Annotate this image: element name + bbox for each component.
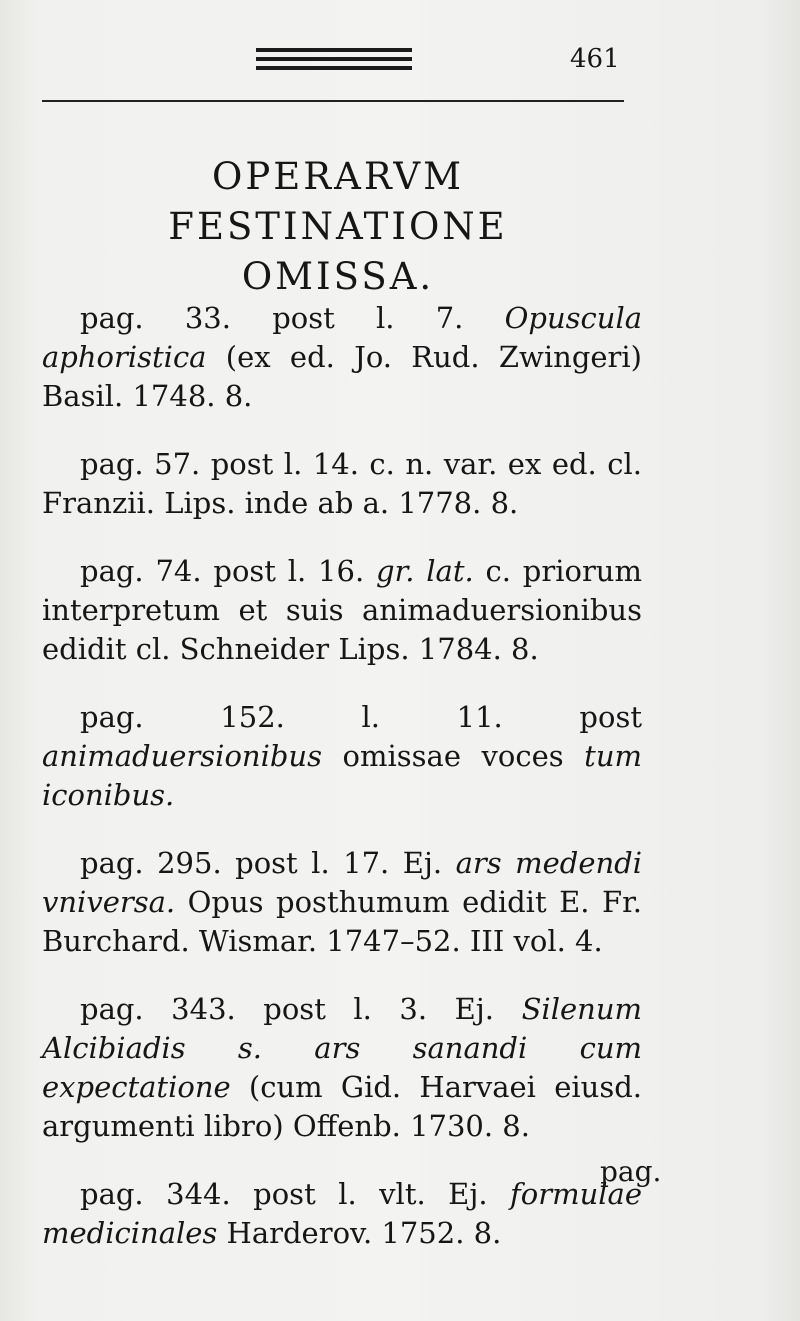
catchword: pag. <box>600 1155 662 1188</box>
page-number: 461 <box>570 44 620 74</box>
heading-line-1: OPERARVM FESTINATIONE <box>168 155 508 248</box>
header-rule <box>42 100 624 102</box>
errata-entry: pag. 344. post l. vlt. Ej. formulae medicinales Harderov. 1752. 8. <box>42 1177 643 1250</box>
errata-entry: pag. 295. post l. 17. Ej. ars medendi vniversa. Opus posthumum edidit E. Fr. Burchard. Wismar. 1747–52. III vol. 4. <box>42 846 643 958</box>
double-rule-ornament <box>256 48 412 75</box>
errata-entry: pag. 33. post l. 7. Opuscula aphoristica (ex ed. Jo. Rud. Zwingeri) Basil. 1748. 8. <box>42 301 643 413</box>
errata-list <box>42 270 642 1269</box>
errata-entry: pag. 152. l. 11. post animaduersionibus omissae voces tum iconibus. <box>42 700 643 812</box>
heading-line-2: OMISSA. <box>241 255 435 298</box>
errata-entry: pag. 343. post l. 3. Ej. Silenum Alcibiadis s. ars sanandi cum expectatione (cum Gid. Harvaei eiusd. argumenti libro) Offenb. 1730. 8. <box>42 992 642 1143</box>
errata-entry: pag. 57. post l. 14. c. n. var. ex ed. cl. Franzii. Lips. inde ab a. 1778. 8. <box>42 447 642 520</box>
errata-entry: pag. 74. post l. 16. gr. lat. c. priorum interpretum et suis animaduersionibus edidit cl. Schneider Lips. 1784. 8. <box>42 554 642 666</box>
